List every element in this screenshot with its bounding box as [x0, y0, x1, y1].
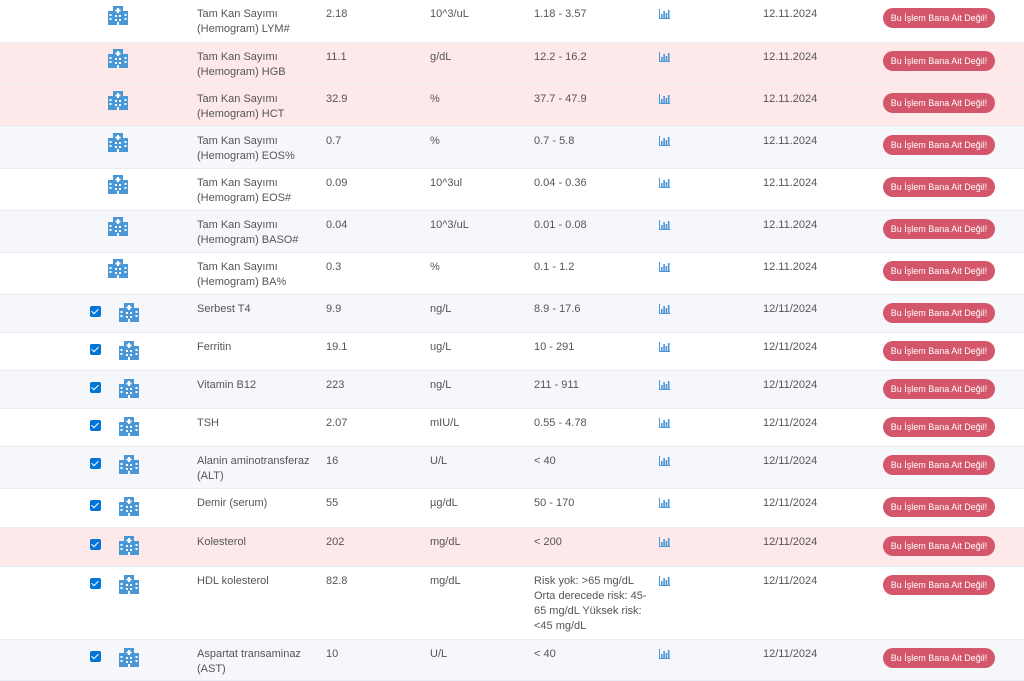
not-mine-button[interactable]: Bu İşlem Bana Ait Değil! [883, 93, 995, 113]
test-date: 12.11.2024 [763, 177, 818, 189]
test-date: 12.11.2024 [763, 261, 818, 273]
test-value: 2.07 [326, 417, 348, 429]
test-value: 82.8 [326, 575, 348, 587]
bar-chart-icon[interactable] [659, 52, 670, 62]
test-value: 11.1 [326, 51, 347, 63]
not-mine-button[interactable]: Bu İşlem Bana Ait Değil! [883, 177, 995, 197]
reference-range: 1.18 - 3.57 [534, 8, 587, 20]
table-row [0, 489, 1024, 528]
not-mine-button-cell [883, 455, 995, 475]
hospital-building-icon [107, 4, 129, 26]
test-name: Alanin aminotransferaz (ALT) [197, 455, 310, 482]
test-date: 12.11.2024 [763, 93, 818, 105]
test-unit: % [430, 135, 440, 147]
not-mine-button[interactable]: Bu İşlem Bana Ait Değil! [883, 8, 995, 28]
reference-range: 12.2 - 16.2 [534, 51, 587, 63]
test-date: 12.11.2024 [763, 8, 818, 20]
test-unit: 10^3/uL [430, 8, 469, 20]
test-unit: µg/dL [430, 497, 458, 509]
not-mine-button-cell [883, 51, 995, 71]
test-value: 0.7 [326, 135, 342, 147]
test-value: 0.3 [326, 261, 342, 273]
table-row [0, 333, 1024, 371]
row-checkbox[interactable] [90, 382, 101, 393]
table-row [0, 409, 1024, 447]
not-mine-button-cell [883, 417, 995, 437]
table-row [0, 253, 1024, 295]
table-row [0, 85, 1024, 127]
row-checkbox[interactable] [90, 306, 101, 317]
not-mine-button-cell [883, 575, 995, 595]
test-unit: ng/L [430, 379, 452, 391]
test-unit: 10^3/uL [430, 219, 469, 231]
hospital-building-icon [107, 47, 129, 69]
reference-range: 0.1 - 1.2 [534, 261, 575, 273]
table-row [0, 640, 1024, 681]
test-date: 12/11/2024 [763, 455, 818, 467]
test-name: HDL kolesterol [197, 575, 269, 587]
reference-range: 37.7 - 47.9 [534, 93, 587, 105]
hospital-building-icon [118, 301, 140, 323]
not-mine-button-cell [883, 536, 995, 556]
row-checkbox[interactable] [90, 500, 101, 511]
not-mine-button[interactable]: Bu İşlem Bana Ait Değil! [883, 261, 995, 281]
not-mine-button-cell [883, 648, 995, 668]
test-value: 202 [326, 536, 345, 548]
reference-range: < 200 [534, 536, 562, 548]
row-checkbox[interactable] [90, 420, 101, 431]
hospital-building-icon [107, 89, 129, 111]
test-value: 0.04 [326, 219, 348, 231]
table-row [0, 567, 1024, 640]
test-unit: ng/L [430, 303, 452, 315]
hospital-building-icon [118, 495, 140, 517]
hospital-building-icon [118, 573, 140, 595]
bar-chart-icon[interactable] [659, 94, 670, 104]
not-mine-button[interactable]: Bu İşlem Bana Ait Değil! [883, 303, 995, 323]
not-mine-button[interactable]: Bu İşlem Bana Ait Değil! [883, 379, 995, 399]
not-mine-button-cell [883, 8, 995, 28]
not-mine-button[interactable]: Bu İşlem Bana Ait Değil! [883, 497, 995, 517]
hospital-building-icon [118, 646, 140, 668]
table-row [0, 528, 1024, 567]
test-date: 12.11.2024 [763, 51, 818, 63]
test-unit: % [430, 261, 440, 273]
test-unit: mIU/L [430, 417, 460, 429]
bar-chart-icon[interactable] [659, 456, 670, 466]
not-mine-button[interactable]: Bu İşlem Bana Ait Değil! [883, 455, 995, 475]
test-date: 12.11.2024 [763, 135, 818, 147]
table-row [0, 447, 1024, 489]
hospital-building-icon [118, 534, 140, 556]
reference-range: 8.9 - 17.6 [534, 303, 581, 315]
bar-chart-icon[interactable] [659, 136, 670, 146]
reference-range: 211 - 911 [534, 379, 579, 391]
bar-chart-icon[interactable] [659, 418, 670, 428]
bar-chart-icon[interactable] [659, 220, 670, 230]
table-row [0, 371, 1024, 409]
reference-range: 0.55 - 4.78 [534, 417, 587, 429]
test-name: Kolesterol [197, 536, 246, 548]
test-date: 12/11/2024 [763, 648, 818, 660]
hospital-building-icon [107, 215, 129, 237]
test-value: 9.9 [326, 303, 342, 315]
test-value: 10 [326, 648, 339, 660]
not-mine-button-cell [883, 177, 995, 197]
reference-range: 0.04 - 0.36 [534, 177, 587, 189]
not-mine-button[interactable]: Bu İşlem Bana Ait Değil! [883, 536, 995, 556]
row-checkbox[interactable] [90, 539, 101, 550]
test-date: 12.11.2024 [763, 219, 818, 231]
test-value: 16 [326, 455, 339, 467]
test-date: 12/11/2024 [763, 536, 818, 548]
bar-chart-icon[interactable] [659, 304, 670, 314]
reference-range: 0.7 - 5.8 [534, 135, 575, 147]
test-name: Tam Kan Sayımı (Hemogram) BASO# [197, 219, 299, 246]
test-name: TSH [197, 417, 219, 429]
test-date: 12/11/2024 [763, 497, 818, 509]
test-unit: 10^3ul [430, 177, 463, 189]
bar-chart-icon[interactable] [659, 498, 670, 508]
bar-chart-icon[interactable] [659, 649, 670, 659]
bar-chart-icon[interactable] [659, 537, 670, 547]
not-mine-button-cell [883, 135, 995, 155]
not-mine-button-cell [883, 93, 995, 113]
bar-chart-icon[interactable] [659, 576, 670, 586]
not-mine-button-cell [883, 497, 995, 517]
test-name: Tam Kan Sayımı (Hemogram) BA% [197, 261, 287, 288]
not-mine-button-cell [883, 261, 995, 281]
bar-chart-icon[interactable] [659, 9, 670, 19]
reference-range: 50 - 170 [534, 497, 575, 509]
not-mine-button[interactable]: Bu İşlem Bana Ait Değil! [883, 417, 995, 437]
test-value: 0.09 [326, 177, 348, 189]
not-mine-button[interactable]: Bu İşlem Bana Ait Değil! [883, 135, 995, 155]
test-unit: U/L [430, 648, 448, 660]
reference-range: Risk yok: >65 mg/dL Orta derecede risk: 45-65 mg/dL Yüksek risk: <45 mg/dL [534, 575, 647, 632]
not-mine-button-cell [883, 303, 995, 323]
test-name: Tam Kan Sayımı (Hemogram) HGB [197, 51, 286, 78]
test-name: Tam Kan Sayımı (Hemogram) HCT [197, 93, 285, 120]
reference-range: < 40 [534, 648, 556, 660]
row-checkbox[interactable] [90, 344, 101, 355]
reference-range: 0.01 - 0.08 [534, 219, 587, 231]
test-name: Tam Kan Sayımı (Hemogram) LYM# [197, 8, 290, 35]
test-value: 2.18 [326, 8, 348, 20]
not-mine-button[interactable]: Bu İşlem Bana Ait Değil! [883, 219, 995, 239]
not-mine-button-cell [883, 219, 995, 239]
test-unit: ug/L [430, 341, 452, 353]
test-value: 32.9 [326, 93, 348, 105]
table-row [0, 211, 1024, 253]
test-value: 223 [326, 379, 345, 391]
bar-chart-icon[interactable] [659, 178, 670, 188]
table-row [0, 0, 1024, 43]
test-name: Demir (serum) [197, 497, 268, 509]
bar-chart-icon[interactable] [659, 262, 670, 272]
not-mine-button[interactable]: Bu İşlem Bana Ait Değil! [883, 341, 995, 361]
hospital-building-icon [107, 173, 129, 195]
not-mine-button[interactable]: Bu İşlem Bana Ait Değil! [883, 51, 995, 71]
test-name: Serbest T4 [197, 303, 251, 315]
reference-range: 10 - 291 [534, 341, 575, 353]
test-value: 55 [326, 497, 339, 509]
test-date: 12/11/2024 [763, 575, 818, 587]
row-checkbox[interactable] [90, 651, 101, 662]
test-value: 19.1 [326, 341, 348, 353]
test-unit: % [430, 93, 440, 105]
test-name: Vitamin B12 [197, 379, 257, 391]
test-unit: mg/dL [430, 536, 461, 548]
table-row [0, 43, 1024, 85]
table-row [0, 127, 1024, 169]
test-date: 12/11/2024 [763, 341, 818, 353]
test-name: Aspartat transaminaz (AST) [197, 648, 301, 675]
bar-chart-icon[interactable] [659, 380, 670, 390]
test-date: 12/11/2024 [763, 417, 818, 429]
hospital-building-icon [107, 131, 129, 153]
hospital-building-icon [118, 453, 140, 475]
not-mine-button-cell [883, 341, 995, 361]
bar-chart-icon[interactable] [659, 342, 670, 352]
table-row [0, 295, 1024, 333]
row-checkbox[interactable] [90, 458, 101, 469]
test-unit: mg/dL [430, 575, 461, 587]
hospital-building-icon [118, 377, 140, 399]
test-date: 12/11/2024 [763, 303, 818, 315]
test-name: Ferritin [197, 341, 232, 353]
reference-range: < 40 [534, 455, 556, 467]
test-unit: U/L [430, 455, 448, 467]
test-unit: g/dL [430, 51, 452, 63]
test-name: Tam Kan Sayımı (Hemogram) EOS# [197, 177, 292, 204]
row-checkbox[interactable] [90, 578, 101, 589]
hospital-building-icon [107, 257, 129, 279]
hospital-building-icon [118, 339, 140, 361]
table-row [0, 169, 1024, 211]
test-date: 12/11/2024 [763, 379, 818, 391]
test-name: Tam Kan Sayımı (Hemogram) EOS% [197, 135, 295, 162]
not-mine-button[interactable]: Bu İşlem Bana Ait Değil! [883, 575, 995, 595]
not-mine-button[interactable]: Bu İşlem Bana Ait Değil! [883, 648, 995, 668]
hospital-building-icon [118, 415, 140, 437]
not-mine-button-cell [883, 379, 995, 399]
